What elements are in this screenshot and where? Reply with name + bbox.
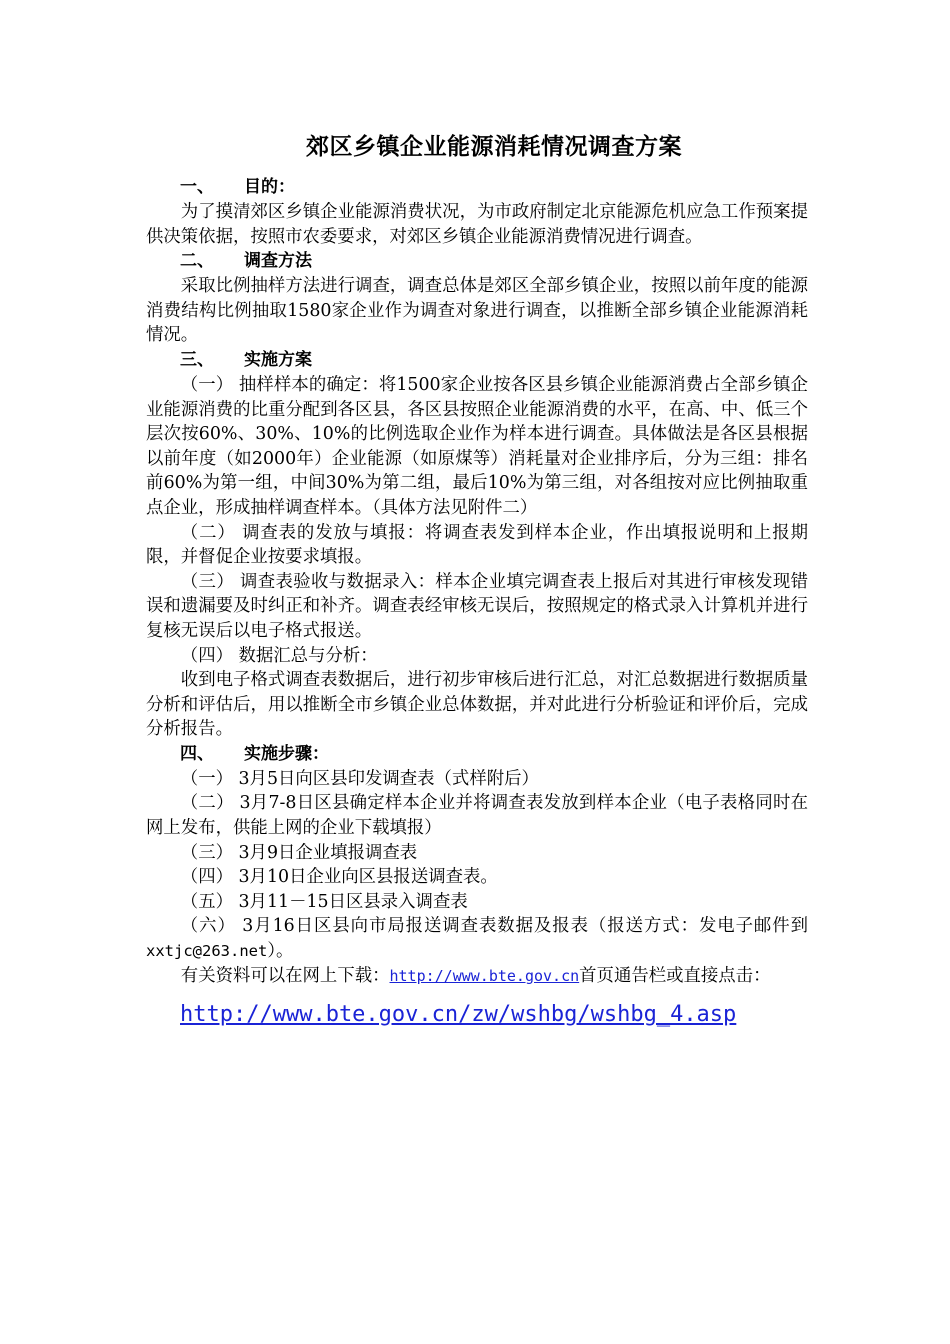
section-title: 调查方法	[244, 251, 312, 272]
method-paragraph: 采取比例抽样方法进行调查，调查总体是郊区全部乡镇企业，按照以前年度的能源消费结构比例抽取1580家企业作为调查对象进行调查，以推断全部乡镇企业能源消耗情况。	[146, 276, 808, 346]
download-suffix: 首页通告栏或直接点击：	[579, 965, 771, 986]
step-item: （四） 3月10日企业向区县报送调查表。	[180, 867, 498, 888]
document-title: 郊区乡镇企业能源消耗情况调查方案	[306, 134, 682, 160]
section-title: 实施步骤：	[244, 743, 329, 764]
step-item: （三） 3月9日企业填报调查表	[180, 842, 418, 863]
section-number: 四、	[180, 743, 214, 764]
document-page	[146, 128, 808, 1030]
step-6-tail: ）。	[267, 941, 294, 962]
section-heading-steps	[180, 742, 808, 767]
download-prefix: 有关资料可以在网上下载：	[180, 965, 390, 986]
plan-item: （三） 调查表验收与数据录入：样本企业填完调查表上报后对其进行审核发现错误和遗漏要及时纠正和补齐。调查表经审核无误后，按照规定的格式录入计算机并进行复核无误后以电子格式报送。	[146, 571, 808, 641]
email-address: xxtjc@263.net	[146, 942, 268, 961]
section-number: 二、	[180, 251, 214, 272]
section-heading-method	[180, 249, 808, 274]
plan-item: （四） 数据汇总与分析：	[180, 645, 378, 666]
download-note	[146, 964, 808, 989]
section-title: 实施方案	[244, 349, 312, 370]
section-heading-purpose	[180, 175, 808, 200]
bte-homepage-link[interactable]: http://www.bte.gov.cn	[389, 966, 580, 985]
section-number: 三、	[180, 349, 214, 370]
section-number: 一、	[180, 177, 214, 197]
plan-item: （一） 抽样样本的确定：将1500家企业按各区县乡镇企业能源消费占全部乡镇企业能源消费的比重分配到各区县，各区县按照企业能源消费的水平，在高、中、低三个层次按60%、30%、10%的比例选取企业作为样本进行调查。具体做法是各区县根据以前年度（如2000年）企业能源（如原煤等）消耗量对企业排序后，分为三组：排名前60%为第一组，中间30%为第二组，最后10%为第三组，对各组按对应比例抽取重点企业，形成抽样调查样本。（具体方法见附件二）	[146, 374, 808, 518]
direct-download-link[interactable]: http://www.bte.gov.cn/zw/wshbg/wshbg_4.asp	[180, 1002, 737, 1028]
step-item-6	[146, 914, 808, 963]
plan-item: （二） 调查表的发放与填报：将调查表发到样本企业，作出填报说明和上报期限，并督促企业按要求填报。	[146, 522, 808, 568]
step-item: （五） 3月11－15日区县录入调查表	[180, 891, 468, 912]
section-title: 目的：	[244, 177, 295, 197]
purpose-paragraph: 为了摸清郊区乡镇企业能源消费状况，为市政府制定北京能源危机应急工作预案提供决策依据，按照市农委要求，对郊区乡镇企业能源消费情况进行调查。	[146, 202, 808, 247]
analysis-paragraph: 收到电子格式调查表数据后，进行初步审核后进行汇总，对汇总数据进行数据质量分析和评估后，用以推断全市乡镇企业总体数据，并对此进行分析验证和评价后，完成分析报告。	[146, 670, 808, 740]
section-heading-plan	[180, 348, 808, 373]
step-item: （二） 3月7-8日区县确定样本企业并将调查表发放到样本企业（电子表格同时在网上发布，供能上网的企业下载填报）	[146, 793, 808, 839]
step-6-text: （六） 3月16日区县向市局报送调查表数据及报表（报送方式：发电子邮件到	[180, 916, 808, 937]
step-item: （一） 3月5日向区县印发调查表（式样附后）	[180, 768, 539, 789]
